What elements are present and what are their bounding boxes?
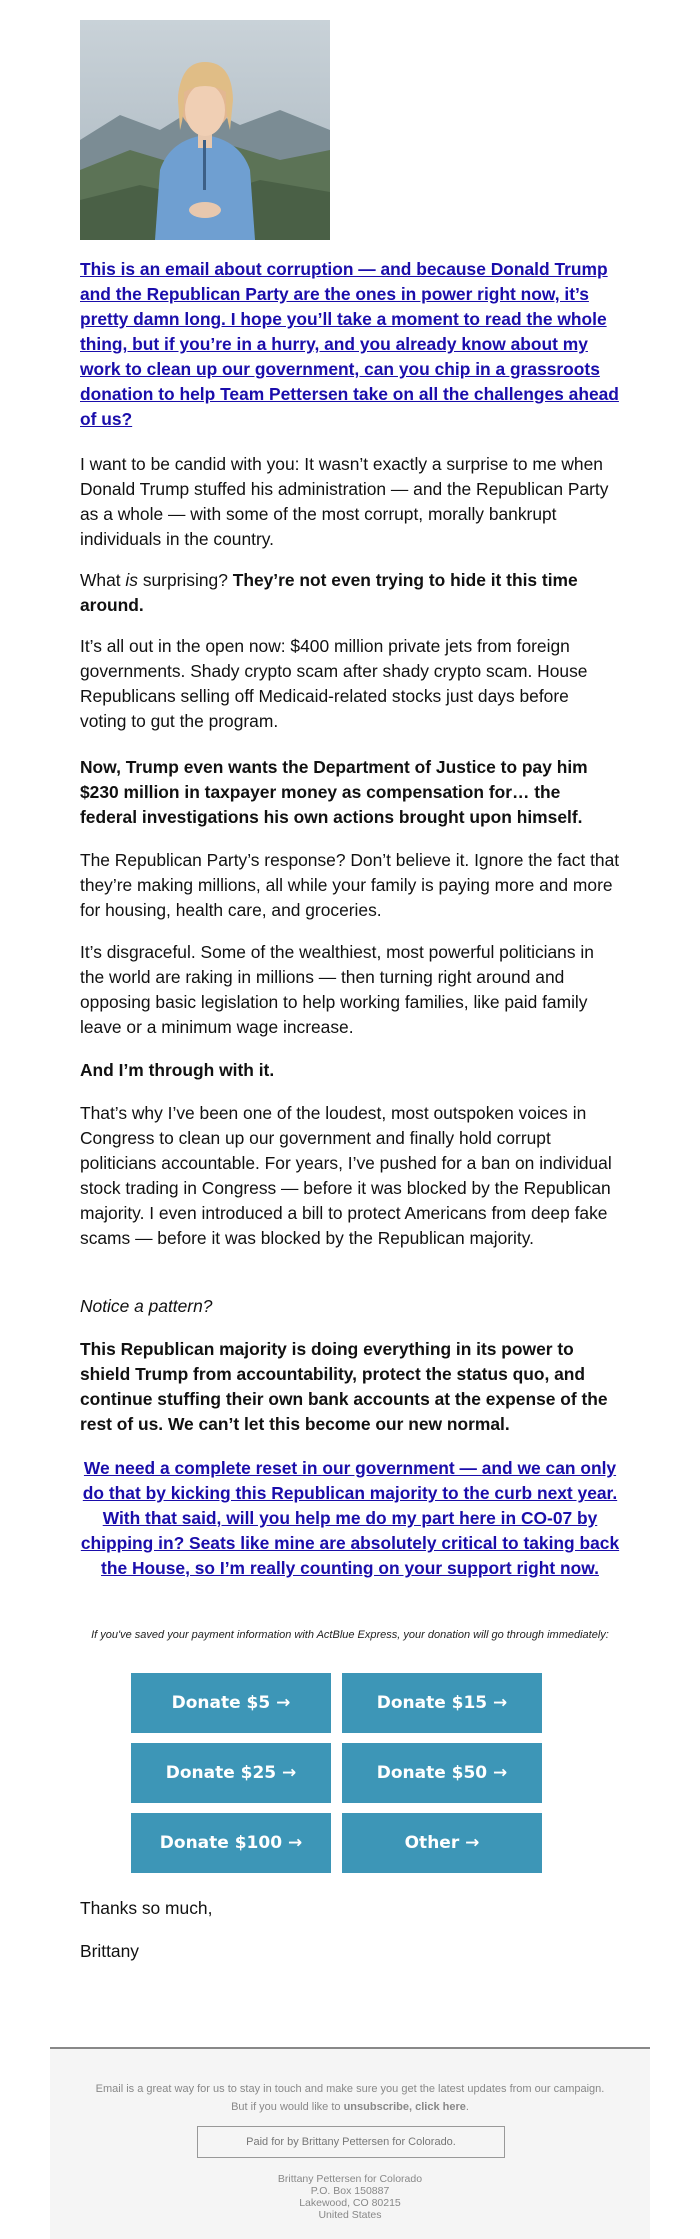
donate-25-button[interactable]: Donate $25 → [131, 1743, 331, 1803]
body-paragraph-5: The Republican Party’s response? Don’t believe it. Ignore the fact that they’re making millions, all while your family is paying more and more for housing, health care, and groceries. [80, 850, 620, 920]
signoff-name: Brittany [80, 1941, 139, 1961]
footer-address-line-2: P.O. Box 150887 [310, 2185, 390, 2197]
donate-100-button[interactable]: Donate $100 → [131, 1813, 331, 1873]
footer-line-1: Email is a great way for us to stay in touch and make sure you get the latest updates from our campaign. [95, 2083, 605, 2095]
footer-line-2 [50, 2101, 650, 2113]
body-paragraph-3: It’s all out in the open now: $400 million private jets from foreign governments. Shady crypto scam after shady crypto scam. House Republicans selling off Medicaid-related stocks just days before voting to gut the program. [80, 636, 588, 731]
donate-15-button[interactable]: Donate $15 → [342, 1673, 542, 1733]
footer-address-line-3: Lakewood, CO 80215 [299, 2197, 401, 2209]
body-paragraph-6: It’s disgraceful. Some of the wealthiest, most powerful politicians in the world are raking in millions — then turning right around and opposing basic legislation to help working families, like paid family leave or a minimum wage increase. [80, 942, 594, 1037]
actblue-note: If you've saved your payment information with ActBlue Express, your donation will go through immediately: [91, 1629, 609, 1641]
hero-photo [80, 20, 330, 240]
p2-italic-is: is [125, 570, 138, 590]
cta-paragraph [80, 1456, 620, 1581]
p2-text-b: surprising? [137, 570, 233, 590]
unsubscribe-link[interactable]: unsubscribe, click here [343, 2101, 466, 2113]
footer-address-line-1: Brittany Pettersen for Colorado [277, 2173, 423, 2185]
lead-donate-link[interactable]: This is an email about corruption — and because Donald Trump and the Republican Party are the ones in power right now, it’s pretty damn long. I hope you’ll take a moment to read the whole thing, but if you’re in a hurry, and you already know about my work to clean up our government, can you chip in a grassroots donation to help Team Pettersen take on all the challenges ahead of us? [80, 259, 619, 429]
body-paragraph-4: Now, Trump even wants the Department of Justice to pay him $230 million in taxpayer money as compensation for… the federal investigations his own actions brought upon himself. [80, 757, 588, 827]
paid-for-box: Paid for by Brittany Pettersen for Colorado. [197, 2126, 505, 2158]
footer-address-line-4: United States [318, 2209, 382, 2221]
body-paragraph-8: That’s why I’ve been one of the loudest, most outspoken voices in Congress to clean up our government and finally hold corrupt politicians accountable. For years, I’ve pushed for a ban on individual stock trading in Congress — before it was blocked by the Republican majority. I even introduced a bill to protect Americans from deep fake scams — before it was blocked by the Republican majority. [80, 1103, 612, 1248]
footer-line-2-period: . [465, 2101, 469, 2113]
footer [50, 2047, 650, 2239]
donate-50-button[interactable]: Donate $50 → [342, 1743, 542, 1803]
footer-line-2-text: But if you would like to [231, 2101, 344, 2113]
body-paragraph-1: I want to be candid with you: It wasn’t exactly a surprise to me when Donald Trump stuffed his administration — and the Republican Party as a whole — with some of the most corrupt, morally bankrupt individuals in the country. [80, 454, 609, 549]
body-paragraph-7: And I’m through with it. [80, 1060, 275, 1080]
body-paragraph-2 [80, 568, 620, 618]
donate-other-button[interactable]: Other → [342, 1813, 542, 1873]
body-paragraph-9: Notice a pattern? [80, 1296, 213, 1316]
signoff-thanks: Thanks so much, [80, 1898, 213, 1918]
body-paragraph-10: This Republican majority is doing everything in its power to shield Trump from accountability, protect the status quo, and continue stuffing their own bank accounts at the expense of the rest of us. We can’t let this become our new normal. [80, 1339, 608, 1434]
donate-5-button[interactable]: Donate $5 → [131, 1673, 331, 1733]
p2-bold-text: They’re not even trying to hide it this time around. [80, 570, 578, 615]
p2-text-a: What [80, 570, 126, 590]
cta-donate-link[interactable]: We need a complete reset in our government — and we can only do that by kicking this Republican majority to the curb next year. With that said, will you help me do my part here in CO-07 by chipping in? Seats like mine are absolutely critical to taking back the House, so I’m really counting on your support right now. [80, 1458, 620, 1578]
lead-paragraph [80, 257, 620, 432]
